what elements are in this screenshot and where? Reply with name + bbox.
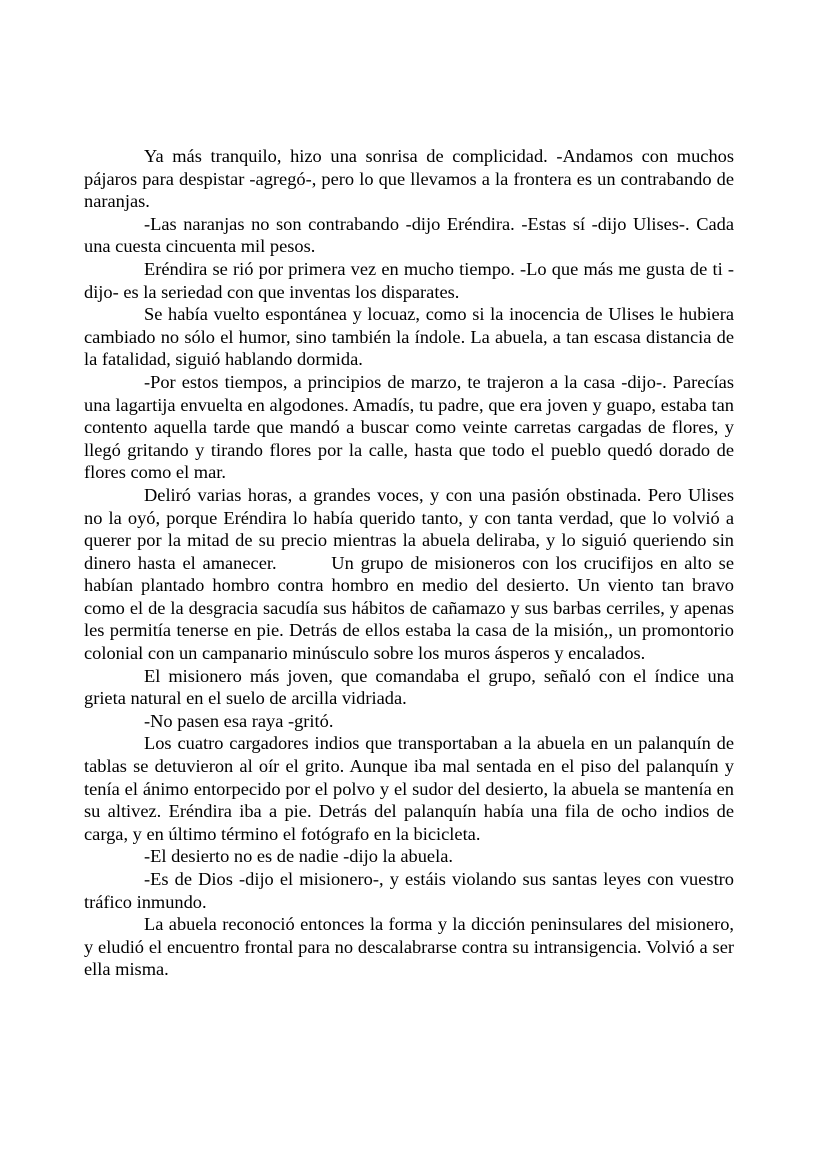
paragraph-10: -El desierto no es de nadie -dijo la abuela. [144,846,453,867]
paragraph-9: Los cuatro cargadores indios que transportaban a la abuela en un palanquín de tablas se detuvieron al oír el grito. Aunque iba mal sentada en el piso del palanquín y tenía el ánimo entorpecido por el polvo y el sudor del desierto, la abuela se mantenía en su altivez. Eréndira iba a pie. Detrás del palanquín había una fila de ocho indios de carga, y en último término el fotógrafo en la bicicleta. [84,733,734,844]
paragraph-12: La abuela reconoció entonces la forma y la dicción peninsulares del misionero, y eludió el encuentro frontal para no descalabrarse contra su intransigencia. Volvió a ser ella misma. [84,914,734,980]
paragraph-1: Ya más tranquilo, hizo una sonrisa de complicidad. -Andamos con muchos pájaros para despistar -agregó-, pero lo que llevamos a la frontera es un contrabando de naranjas. [84,146,734,212]
paragraph-3: Eréndira se rió por primera vez en mucho tiempo. -Lo que más me gusta de ti -dijo- es la seriedad con que inventas los disparates. [84,258,734,302]
paragraph-5: -Por estos tiempos, a principios de marzo, te trajeron a la casa -dijo-. Parecías una lagartija envuelta en algodones. Amadís, tu padre, que era joven y guapo, estaba tan contento aquella tarde que mandó a buscar como veinte carretas cargadas de flores, y llegó gritando y tirando flores por la calle, hasta que todo el pueblo quedó dorado de flores como el mar. [84,371,734,483]
paragraph-7: El misionero más joven, que comandaba el grupo, señaló con el índice una grieta natural en el suelo de arcilla vidriada. [84,665,734,709]
paragraph-8: -No pasen esa raya -gritó. [144,710,334,731]
paragraph-6: Deliró varias horas, a grandes voces, y con una pasión obstinada. Pero Ulises no la oyó, porque Eréndira lo había querido tanto, y con tanta verdad, que lo volvió a querer por la mitad de su precio mientras la abuela deliraba, y lo siguió queriendo sin dinero hasta el amanecer. Un grupo de misioneros con los crucifijos en alto se habían plantado hombro contra hombro en medio del desierto. Un viento tan bravo como el de la desgracia sacudía sus hábitos de cañamazo y sus barbas cerriles, y apenas les permitía tenerse en pie. Detrás de ellos estaba la casa de la misión,, un promontorio colonial con un campanario minúsculo sobre los muros ásperos y encalados. [84,484,739,664]
text-body [84,145,739,981]
paragraph-4: Se había vuelto espontánea y locuaz, como si la inocencia de Ulises le hubiera cambiado no sólo el humor, sino también la índole. La abuela, a tan escasa distancia de la fatalidad, siguió hablando dormida. [84,304,734,370]
paragraph-2: -Las naranjas no son contrabando -dijo Eréndira. -Estas sí -dijo Ulises-. Cada una cuesta cincuenta mil pesos. [84,213,734,257]
paragraph-11: -Es de Dios -dijo el misionero-, y estáis violando sus santas leyes con vuestro tráfico inmundo. [84,869,734,912]
